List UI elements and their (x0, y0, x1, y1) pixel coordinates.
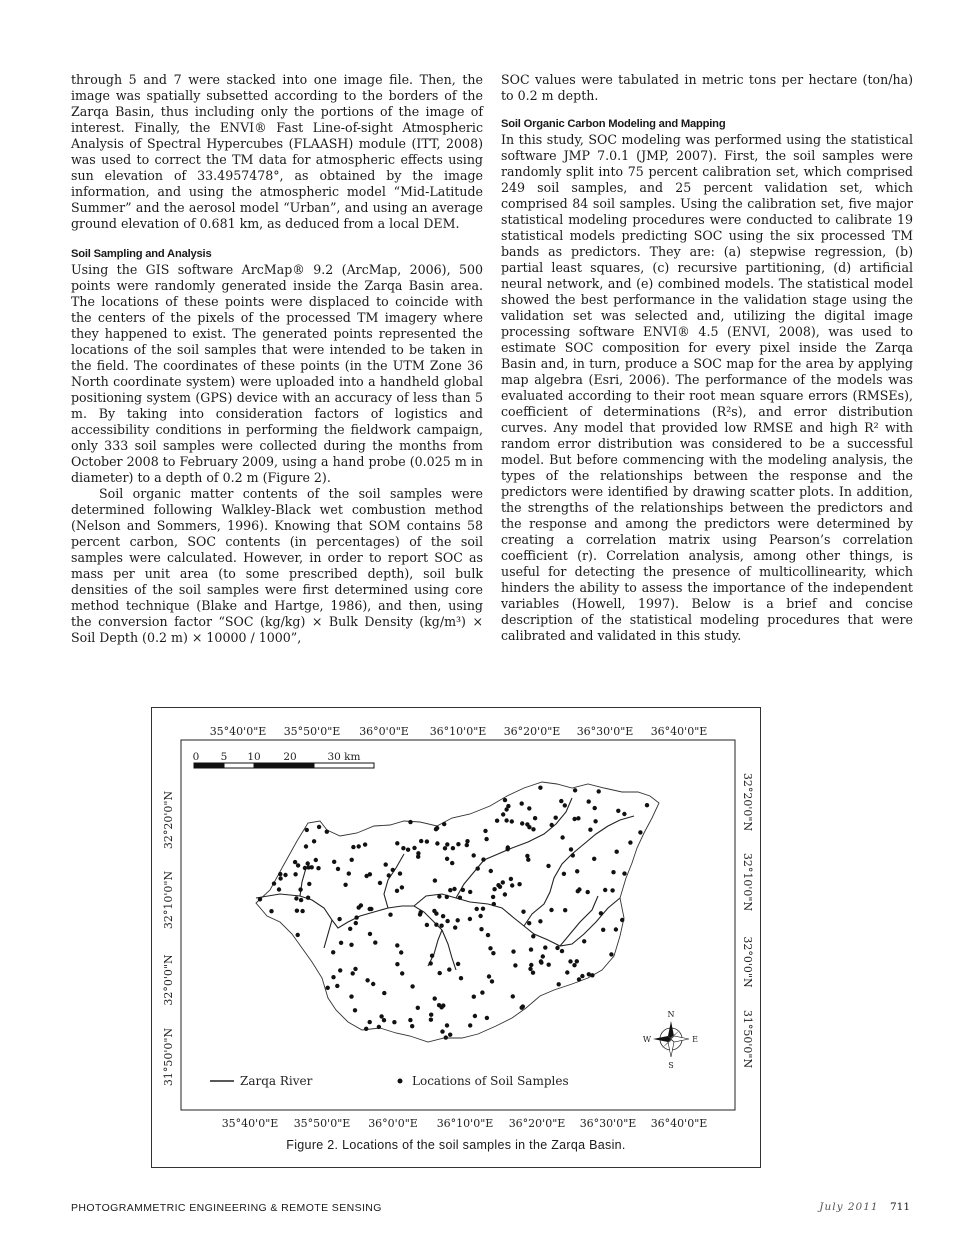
bottom-lon-label: 36°30'0"E (579, 1117, 637, 1130)
soil-sample-dot (520, 821, 524, 825)
soil-sample-dot (490, 979, 494, 983)
soil-sample-dot (479, 927, 483, 931)
soil-sample-dot (363, 842, 367, 846)
top-lon-label: 36°0'0"E (359, 725, 409, 738)
soil-sample-dot (349, 943, 353, 947)
soil-sample-dot (437, 894, 441, 898)
footer-page-number: 711 (889, 1201, 910, 1213)
soil-sample-dot (495, 819, 499, 823)
soil-sample-dot (419, 839, 423, 843)
svg-text:W: W (642, 1035, 652, 1044)
soil-sample-dot (387, 873, 391, 877)
soil-sample-dot (400, 971, 404, 975)
soil-sample-dot (615, 850, 619, 854)
soil-sample-dot (364, 1027, 368, 1031)
soil-sample-dot (531, 971, 535, 975)
soil-sample-dot (335, 984, 339, 988)
soil-sample-dot (378, 881, 382, 885)
right-paragraph-2: In this study, SOC modeling was performed using the statistical software JMP 7.0.1 (JMP, 2007). First, the soil samples were randomly split into 75 percent calibration set, which comprised 249 soil samples, and 25 percent validation set, which comprised 84 soil samples. Using the calibration set, five major statistical modeling procedures were conducted to calibrate 19 statistical models predicting SOC using the six processed TM bands as predictors. They are: (a) stepwise regression, (b) partial least squares, (c) recursive partitioning, (d) artificial neural network, and (e) combined models. The statistical model showed the best performance in the validation stage using the validation set was selected and, utilizing the digital image processing software ENVI® 4.5 (ENVI, 2008), was used to estimate SOC composition for every pixel inside the Zarqa Basin and, in turn, produce a SOC map for the area by applying map algebra (Esri, 2006). The performance of the models was evaluated according to their root mean square errors (RMSEs), coefficient of determinations (R²s), and error distribution curves. Any model that provided low RMSE and high R² with random error distribution was considered to be a successful model. But before commencing with the modeling analysis, the types of the relationships between the response and the predictors were identified by drawing scatter plots. In addition, the strengths of the relationships between the predictors and the response and among the predictors were determined by creating a correlation matrix using Pearson’s correlation coefficient (r). Correlation analysis, among other things, is useful for detecting the presence of multicollinearity, which hinders the ability to assess the importance of the independent variables (Howell, 1997). Below is a brief and concise description of the statistical modeling procedures that were calibrated and validated in this study. (501, 132, 913, 643)
soil-sample-dot (504, 818, 508, 822)
soil-sample-dot (392, 1020, 396, 1024)
soil-sample-dot (555, 946, 559, 950)
soil-sample-dot (408, 1018, 412, 1022)
soil-sample-dot (432, 909, 436, 913)
bottom-lon-label: 36°40'0"E (650, 1117, 708, 1130)
soil-sample-dot (299, 898, 303, 902)
soil-sample-dot (450, 861, 454, 865)
soil-sample-dot (559, 799, 563, 803)
soil-sample-dot (440, 1029, 444, 1033)
soil-sample-dot (410, 984, 414, 988)
legend-samples-label: Locations of Soil Samples (412, 1074, 569, 1088)
soil-sample-dot (587, 799, 591, 803)
soil-sample-dot (310, 865, 314, 869)
svg-text:S: S (668, 1061, 674, 1070)
soil-sample-dot (592, 857, 596, 861)
soil-sample-dot (429, 1013, 433, 1017)
soil-sample-dot (296, 933, 300, 937)
soil-sample-dot (303, 866, 307, 870)
scale-label: 20 (283, 751, 297, 763)
soil-sample-dot (547, 963, 551, 967)
soil-sample-dot (492, 902, 496, 906)
soil-sample-dot (557, 982, 561, 986)
soil-sample-dot (543, 945, 547, 949)
soil-sample-dot (489, 869, 493, 873)
left-paragraph-2: Using the GIS software ArcMap® 9.2 (ArcMap, 2006), 500 points were randomly generated inside the Zarqa Basin area. The locations of these points were displaced to coincide with the centers of the pixels of the processed TM imagery where they happened to exist. The generated points represented the locations of the soil samples that were intended to be taken in the field. The coordinates of these points (in the UTM Zone 36 North coordinate system) were uploaded into a handheld global positioning system (GPS) device with an accuracy of less than 5 m. By taking into consideration factors of logistics and accessibility conditions in performing the fieldwork campaign, only 333 soil samples were collected during the months from October 2008 to February 2009, using a hand probe (0.025 m in diameter) to a depth of 0.2 m (Figure 2). (71, 262, 483, 485)
soil-sample-dot (628, 840, 632, 844)
soil-sample-dot (425, 839, 429, 843)
right-lat-label: 32°0'0"N (741, 936, 754, 988)
soil-sample-dot (487, 974, 491, 978)
soil-sample-dot (316, 866, 320, 870)
svg-text:E: E (692, 1035, 698, 1044)
soil-sample-dot (560, 949, 564, 953)
soil-sample-dot (354, 915, 358, 919)
soil-sample-dot (468, 917, 472, 921)
soil-sample-dot (353, 1008, 357, 1012)
soil-sample-dot (569, 847, 573, 851)
soil-sample-dot (622, 871, 626, 875)
legend-sample-dot (398, 1079, 403, 1084)
soil-sample-dot (439, 924, 443, 928)
soil-sample-dot (434, 923, 438, 927)
soil-sample-dot (445, 919, 449, 923)
soil-sample-dot (442, 822, 446, 826)
soil-sample-dot (485, 1016, 489, 1020)
soil-sample-dot (549, 908, 553, 912)
soil-sample-dot (503, 798, 507, 802)
soil-sample-dot (572, 817, 576, 821)
soil-sample-dot (517, 882, 521, 886)
soil-sample-dot (531, 827, 535, 831)
soil-sample-dot (317, 825, 321, 829)
scale-label: 5 (220, 751, 228, 763)
soil-sample-dot (456, 962, 460, 966)
soil-sample-dot (437, 1003, 441, 1007)
soil-sample-dot (472, 995, 476, 999)
soil-sample-dot (347, 871, 351, 875)
soil-sample-dot (520, 801, 524, 805)
soil-sample-dot (278, 872, 282, 876)
soil-sample-dot (465, 839, 469, 843)
soil-sample-dot (353, 967, 357, 971)
soil-sample-dot (577, 977, 581, 981)
top-lon-label: 35°50'0"E (283, 725, 341, 738)
soil-sample-dot (563, 803, 567, 807)
soil-sample-dot (447, 967, 451, 971)
soil-sample-dot (272, 881, 276, 885)
soil-sample-dot (331, 975, 335, 979)
soil-sample-dot (521, 910, 525, 914)
soil-sample-dot (562, 872, 566, 876)
soil-sample-dot (357, 905, 361, 909)
soil-sample-dot (481, 907, 485, 911)
bottom-lon-label: 36°20'0"E (508, 1117, 566, 1130)
soil-sample-dot (269, 909, 273, 913)
soil-sample-dot (622, 812, 626, 816)
soil-sample-dot (395, 962, 399, 966)
top-lon-label: 36°40'0"E (650, 725, 708, 738)
soil-sample-dot (339, 941, 343, 945)
soil-sample-dot (610, 888, 614, 892)
soil-sample-dot (456, 918, 460, 922)
soil-sample-dot (496, 883, 500, 887)
soil-sample-dot (538, 786, 542, 790)
soil-sample-dot (332, 860, 336, 864)
soil-sample-dot (554, 816, 558, 820)
soil-sample-dot (277, 887, 281, 891)
soil-sample-dot (314, 858, 318, 862)
soil-sample-dot (401, 846, 405, 850)
soil-sample-dot (573, 788, 577, 792)
soil-sample-dot (580, 974, 584, 978)
soil-sample-dot (511, 994, 515, 998)
footer-month: July 2011 (819, 1201, 879, 1213)
soil-sample-dot (492, 887, 496, 891)
soil-sample-dot (461, 888, 465, 892)
bottom-lon-label: 36°0'0"E (368, 1117, 418, 1130)
soil-sample-dot (593, 819, 597, 823)
soil-sample-dot (568, 959, 572, 963)
soil-sample-dot (294, 896, 298, 900)
soil-sample-dot (576, 889, 580, 893)
soil-sample-dot (296, 863, 300, 867)
scale-label: 10 (247, 751, 261, 763)
soil-sample-dot (491, 951, 495, 955)
soil-sample-dot (395, 841, 399, 845)
soil-sample-dot (501, 812, 505, 816)
soil-sample-dot (483, 829, 487, 833)
soil-sample-dot (453, 925, 457, 929)
right-paragraph-1: SOC values were tabulated in metric tons per hectare (ton/ha) to 0.2 m depth. (501, 72, 913, 103)
soil-sample-dot (503, 892, 507, 896)
soil-sample-dot (419, 910, 423, 914)
soil-sample-dot (258, 897, 262, 901)
soil-sample-dot (539, 959, 543, 963)
soil-sample-dot (480, 990, 484, 994)
top-lon-label: 36°30'0"E (576, 725, 634, 738)
soil-sample-dot (475, 907, 479, 911)
soil-sample-dot (312, 839, 316, 843)
soil-sample-dot (510, 819, 514, 823)
section-heading-soc-modeling: Soil Organic Carbon Modeling and Mapping (501, 118, 726, 130)
soil-sample-dot (510, 883, 514, 887)
soil-sample-dot (351, 845, 355, 849)
soil-sample-dot (430, 954, 434, 958)
left-lat-label: 32°0'0"N (162, 954, 175, 1006)
map-legend (210, 1074, 569, 1088)
soil-sample-dot (377, 1025, 381, 1029)
soil-sample-dot (616, 809, 620, 813)
soil-sample-dot (488, 946, 492, 950)
soil-sample-dot (611, 870, 615, 874)
bottom-lon-label: 35°40'0"E (221, 1117, 279, 1130)
scale-bar (193, 751, 374, 768)
soil-sample-dot (416, 1006, 420, 1010)
scale-label: 0 (192, 751, 200, 763)
figure-caption: Figure 2. Locations of the soil samples in the Zarqa Basin. (286, 1138, 626, 1152)
soil-sample-dot (293, 872, 297, 876)
soil-sample-dot (571, 853, 575, 857)
figure-2 (151, 707, 761, 1168)
soil-sample-dot (458, 896, 462, 900)
soil-sample-dot (506, 847, 510, 851)
soil-sample-dot (306, 896, 310, 900)
soil-sample-dot (337, 917, 341, 921)
legend-river-label: Zarqa River (240, 1074, 313, 1088)
footer-page-info (819, 1201, 910, 1213)
soil-sample-dot (429, 961, 433, 965)
soil-sample-dot (348, 927, 352, 931)
soil-sample-dot (531, 934, 535, 938)
soil-sample-dot (441, 914, 445, 918)
soil-sample-dot (438, 971, 442, 975)
soil-sample-dot (452, 887, 456, 891)
soil-sample-dot (338, 968, 342, 972)
soil-sample-dot (481, 857, 485, 861)
footer-journal-name: PHOTOGRAMMETRIC ENGINEERING & REMOTE SENSING (71, 1202, 382, 1214)
soil-sample-dot (448, 888, 452, 892)
soil-sample-dot (473, 1014, 477, 1018)
soil-sample-dot (527, 921, 531, 925)
top-lon-label: 35°40'0"E (209, 725, 267, 738)
soil-sample-dot (435, 841, 439, 845)
soil-sample-dot (609, 952, 613, 956)
soil-sample-dot (593, 806, 597, 810)
soil-sample-dot (509, 877, 513, 881)
bottom-lon-label: 35°50'0"E (293, 1117, 351, 1130)
soil-sample-dot (336, 867, 340, 871)
soil-sample-dot (528, 967, 532, 971)
left-paragraph-3: Soil organic matter contents of the soil samples were determined following Walkley-Black wet combustion method (Nelson and Sommers, 1996). Knowing that SOM contains 58 percent carbon, SOC contents (in percentages) of the soil samples were calculated. However, in order to report SOC as mass per unit area (to some prescribed depth), soil bulk densities of the soil samples were first determined using core method technique (Blake and Hartge, 1986), and then, using the conversion factor “SOC (kg/kg) × Bulk Density (kg/m³) × Soil Depth (0.2 m) × 10000 / 1000”, (71, 486, 483, 645)
right-column (501, 72, 913, 644)
soil-sample-dot (371, 982, 375, 986)
soil-sample-dot (586, 890, 590, 894)
soil-sample-dot (513, 963, 517, 967)
soil-sample-dot (326, 986, 330, 990)
soil-sample-dot (306, 861, 310, 865)
soil-sample-dot (357, 844, 361, 848)
soil-sample-dot (445, 1023, 449, 1027)
soil-sample-dot (391, 868, 395, 872)
soil-sample-dot (529, 963, 533, 967)
soil-sample-dot (349, 994, 353, 998)
soil-sample-dot (395, 943, 399, 947)
soil-sample-dot (368, 907, 372, 911)
soil-sample-dot (400, 885, 404, 889)
soil-sample-dot (468, 890, 472, 894)
soil-sample-dot (368, 1020, 372, 1024)
soil-sample-dot (527, 825, 531, 829)
soil-sample-dot (465, 843, 469, 847)
soil-sample-dot (433, 878, 437, 882)
soil-sample-dot (572, 963, 576, 967)
section-heading-soil-sampling: Soil Sampling and Analysis (71, 248, 212, 260)
soil-sample-dot (398, 871, 402, 875)
soil-sample-dot (576, 816, 580, 820)
soil-sample-dot (408, 820, 412, 824)
map-frame (181, 740, 735, 1110)
soil-sample-dot (575, 869, 579, 873)
soil-sample-dot (501, 880, 505, 884)
soil-sample-dot (597, 789, 601, 793)
soil-sample-dot (382, 1018, 386, 1022)
north-arrow-icon (643, 1010, 698, 1070)
soil-sample-dot (563, 908, 567, 912)
soil-sample-dot (599, 911, 603, 915)
soil-sample-dot (379, 1014, 383, 1018)
soil-sample-dot (588, 828, 592, 832)
soil-sample-dot (373, 940, 377, 944)
soil-sample-dot (325, 830, 329, 834)
soil-sample-dot (541, 954, 545, 958)
left-lat-label: 32°10'0"N (162, 870, 175, 930)
soil-sample-dot (590, 973, 594, 977)
soil-sample-dot (278, 876, 282, 880)
soil-sample-dot (546, 864, 550, 868)
soil-sample-dot (293, 860, 297, 864)
soil-sample-dot (368, 872, 372, 876)
soil-sample-dot (443, 846, 447, 850)
soil-sample-dot (638, 830, 642, 834)
top-lon-label: 36°10'0"E (429, 725, 487, 738)
bottom-lon-label: 36°10'0"E (436, 1117, 494, 1130)
soil-sample-points (258, 786, 649, 1040)
soil-sample-dot (533, 816, 537, 820)
soil-sample-dot (451, 846, 455, 850)
soil-sample-dot (425, 923, 429, 927)
soil-sample-dot (343, 883, 347, 887)
soil-sample-dot (484, 837, 488, 841)
scale-label: 30 km (327, 751, 361, 763)
soil-sample-dot (468, 1023, 472, 1027)
soil-sample-dot (560, 835, 564, 839)
soil-sample-dot (445, 895, 449, 899)
soil-sample-dot (406, 848, 410, 852)
soil-sample-dot (472, 853, 476, 857)
soil-sample-dot (351, 971, 355, 975)
soil-sample-dot (434, 827, 438, 831)
soil-sample-dot (565, 970, 569, 974)
soil-sample-dot (283, 873, 287, 877)
soil-sample-dot (410, 1024, 414, 1028)
soil-sample-dot (491, 895, 495, 899)
soil-sample-dot (504, 807, 508, 811)
soil-sample-dot (365, 978, 369, 982)
soil-sample-dot (645, 803, 649, 807)
soil-sample-dot (526, 858, 530, 862)
soil-sample-dot (511, 949, 515, 953)
soil-sample-dot (601, 928, 605, 932)
soil-sample-dot (368, 932, 372, 936)
soil-sample-dot (412, 846, 416, 850)
soil-sample-dot (399, 950, 403, 954)
left-column (71, 72, 483, 646)
soil-sample-dot (444, 1035, 448, 1039)
left-paragraph-1: through 5 and 7 were stacked into one image file. Then, the image was spatially subsetted according to the borders of the Zarqa Basin, thus including only the portions of the image of interest. Finally, the ENVI® Fast Line-of-sight Atmospheric Analysis of Spectral Hypercubes (FLAASH) module (ITT, 2008) was used to correct the TM data for atmospheric effects using sun elevation of 33.4957478°, as obtained by the image information, and using the atmospheric model “Mid-Latitude Summer” and the aerosol model “Urban”, and using an average ground elevation of 0.681 km, as deduced from a local DEM. (71, 72, 483, 231)
soil-sample-dot (575, 959, 579, 963)
right-lat-label: 32°10'0"N (741, 852, 754, 912)
soil-sample-dot (307, 882, 311, 886)
svg-text:N: N (667, 1010, 675, 1019)
soil-sample-dot (486, 933, 490, 937)
soil-sample-dot (416, 851, 420, 855)
soil-sample-dot (350, 858, 354, 862)
soil-sample-dot (445, 857, 449, 861)
soil-sample-dot (300, 909, 304, 913)
soil-sample-dot (614, 927, 618, 931)
soil-sample-dot (620, 918, 624, 922)
soil-sample-dot (382, 991, 386, 995)
soil-sample-dot (529, 947, 533, 951)
soil-sample-dot (395, 889, 399, 893)
zarqa-basin-map (152, 708, 762, 1169)
soil-sample-dot (527, 806, 531, 810)
soil-sample-dot (538, 919, 542, 923)
soil-sample-dot (459, 976, 463, 980)
soil-sample-dot (603, 888, 607, 892)
left-lat-label: 32°20'0"N (162, 790, 175, 850)
soil-sample-dot (331, 950, 335, 954)
right-lat-label: 32°20'0"N (741, 772, 754, 832)
soil-sample-dot (433, 996, 437, 1000)
soil-sample-dot (550, 823, 554, 827)
soil-sample-dot (384, 862, 388, 866)
soil-sample-dot (445, 842, 449, 846)
soil-sample-dot (388, 913, 392, 917)
soil-sample-dot (354, 921, 358, 925)
soil-sample-dot (448, 1033, 452, 1037)
top-lon-label: 36°20'0"E (503, 725, 561, 738)
soil-sample-dot (582, 939, 586, 943)
right-lat-label: 31°50'0"N (741, 1009, 754, 1069)
soil-sample-dot (304, 844, 308, 848)
soil-sample-dot (478, 914, 482, 918)
basin-boundary (256, 782, 659, 1042)
soil-sample-dot (520, 1006, 524, 1010)
left-lat-label: 31°50'0"N (162, 1027, 175, 1087)
soil-sample-dot (525, 854, 529, 858)
soil-sample-dot (476, 866, 480, 870)
soil-sample-dot (456, 842, 460, 846)
soil-sample-dot (429, 1018, 433, 1022)
soil-sample-dot (295, 909, 299, 913)
soil-sample-dot (298, 887, 302, 891)
soil-sample-dot (441, 1003, 445, 1007)
soil-sample-dot (305, 828, 309, 832)
